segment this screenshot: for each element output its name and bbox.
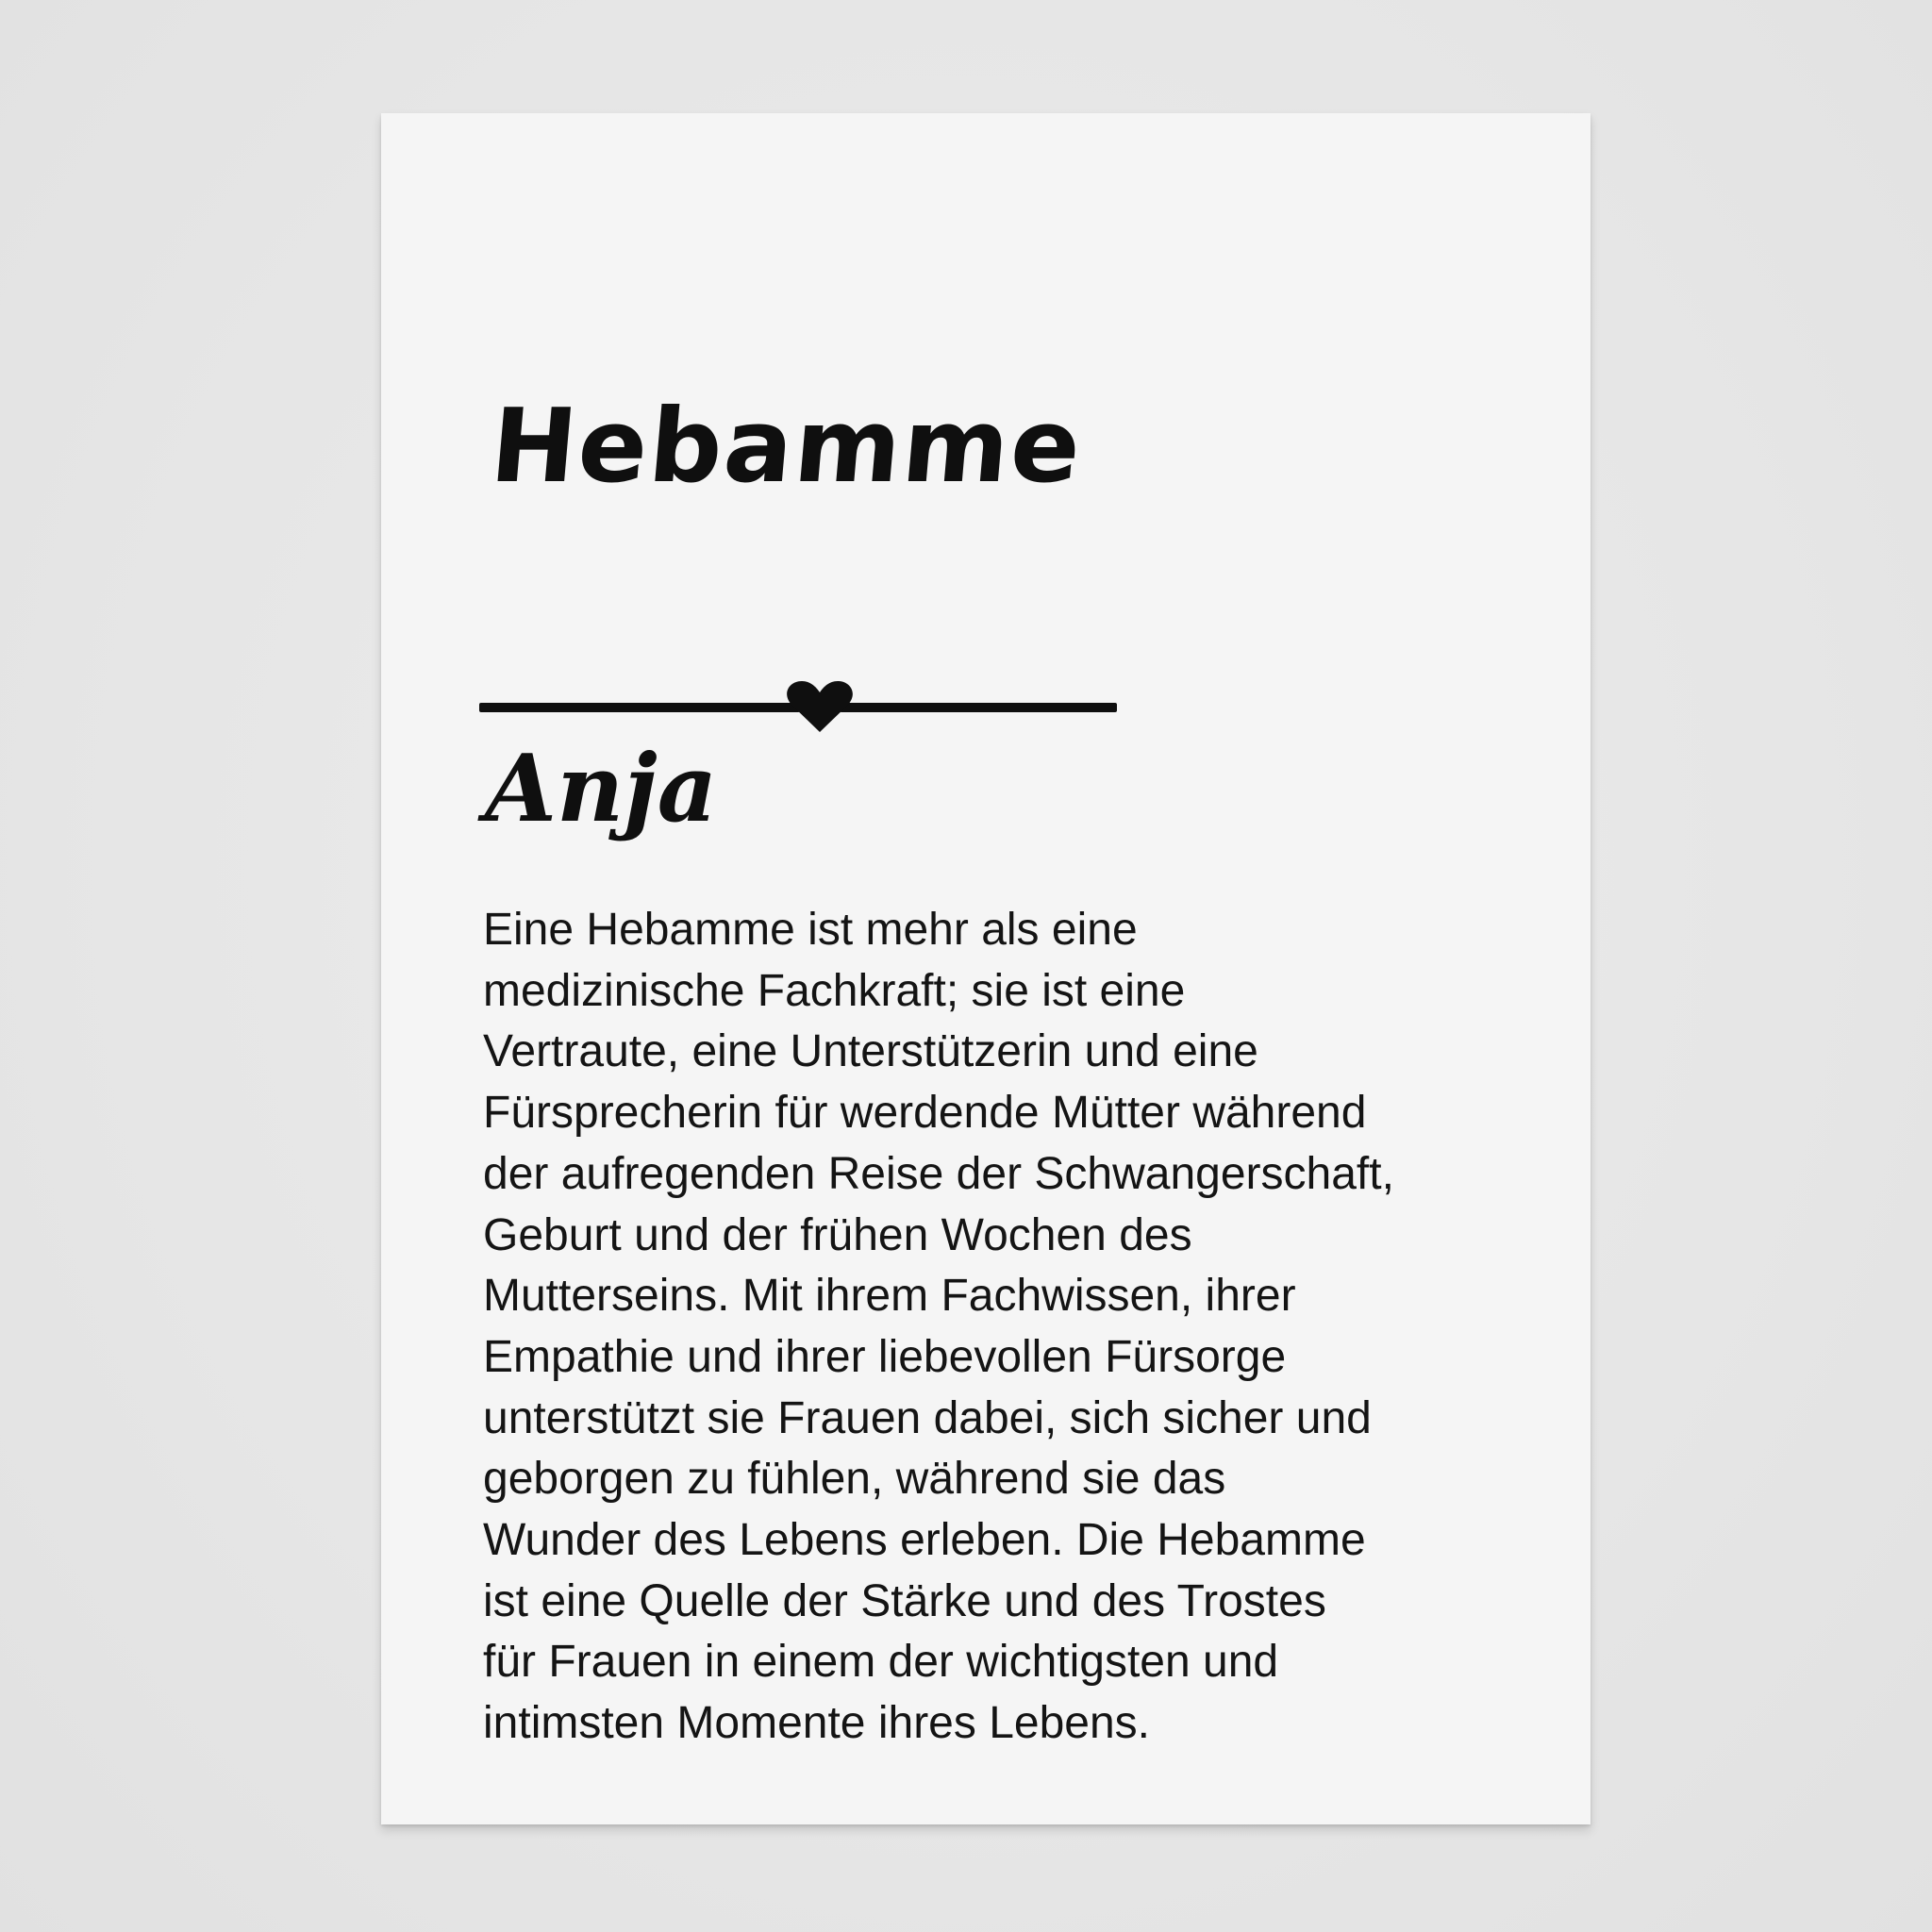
definition-line: Fürsprecherin für werdende Mütter während <box>483 1088 1367 1139</box>
divider-line-left <box>479 703 800 712</box>
definition-line: Eine Hebamme ist mehr als eine <box>483 905 1138 955</box>
definition-line: geborgen zu fühlen, während sie das <box>483 1454 1226 1505</box>
definition-line: Vertraute, eine Unterstützerin und eine <box>483 1026 1258 1077</box>
definition-line: Empathie und ihrer liebevollen Fürsorge <box>483 1331 1287 1382</box>
heart-divider <box>479 679 1117 736</box>
person-name: Anja <box>485 735 718 843</box>
definition-line: Wunder des Lebens erleben. Die Hebamme <box>483 1515 1366 1566</box>
definition-text <box>483 900 1549 1755</box>
definition-line: der aufregenden Reise der Schwangerschaft, <box>483 1148 1394 1199</box>
poster-title: Hebamme <box>486 388 1088 506</box>
definition-line: ist eine Quelle der Stärke und des Trostes <box>483 1575 1326 1626</box>
definition-line: intimsten Momente ihres Lebens. <box>483 1698 1151 1749</box>
definition-line: unterstützt sie Frauen dabei, sich sicher und <box>483 1392 1372 1443</box>
definition-line: Geburt und der frühen Wochen des <box>483 1209 1192 1260</box>
definition-line: medizinische Fachkraft; sie ist eine <box>483 965 1186 1016</box>
poster-card <box>381 113 1591 1824</box>
heart-icon <box>787 681 853 732</box>
definition-line: Mutterseins. Mit ihrem Fachwissen, ihrer <box>483 1271 1296 1322</box>
definition-line: für Frauen in einem der wichtigsten und <box>483 1637 1279 1688</box>
divider-line-right <box>840 703 1117 712</box>
